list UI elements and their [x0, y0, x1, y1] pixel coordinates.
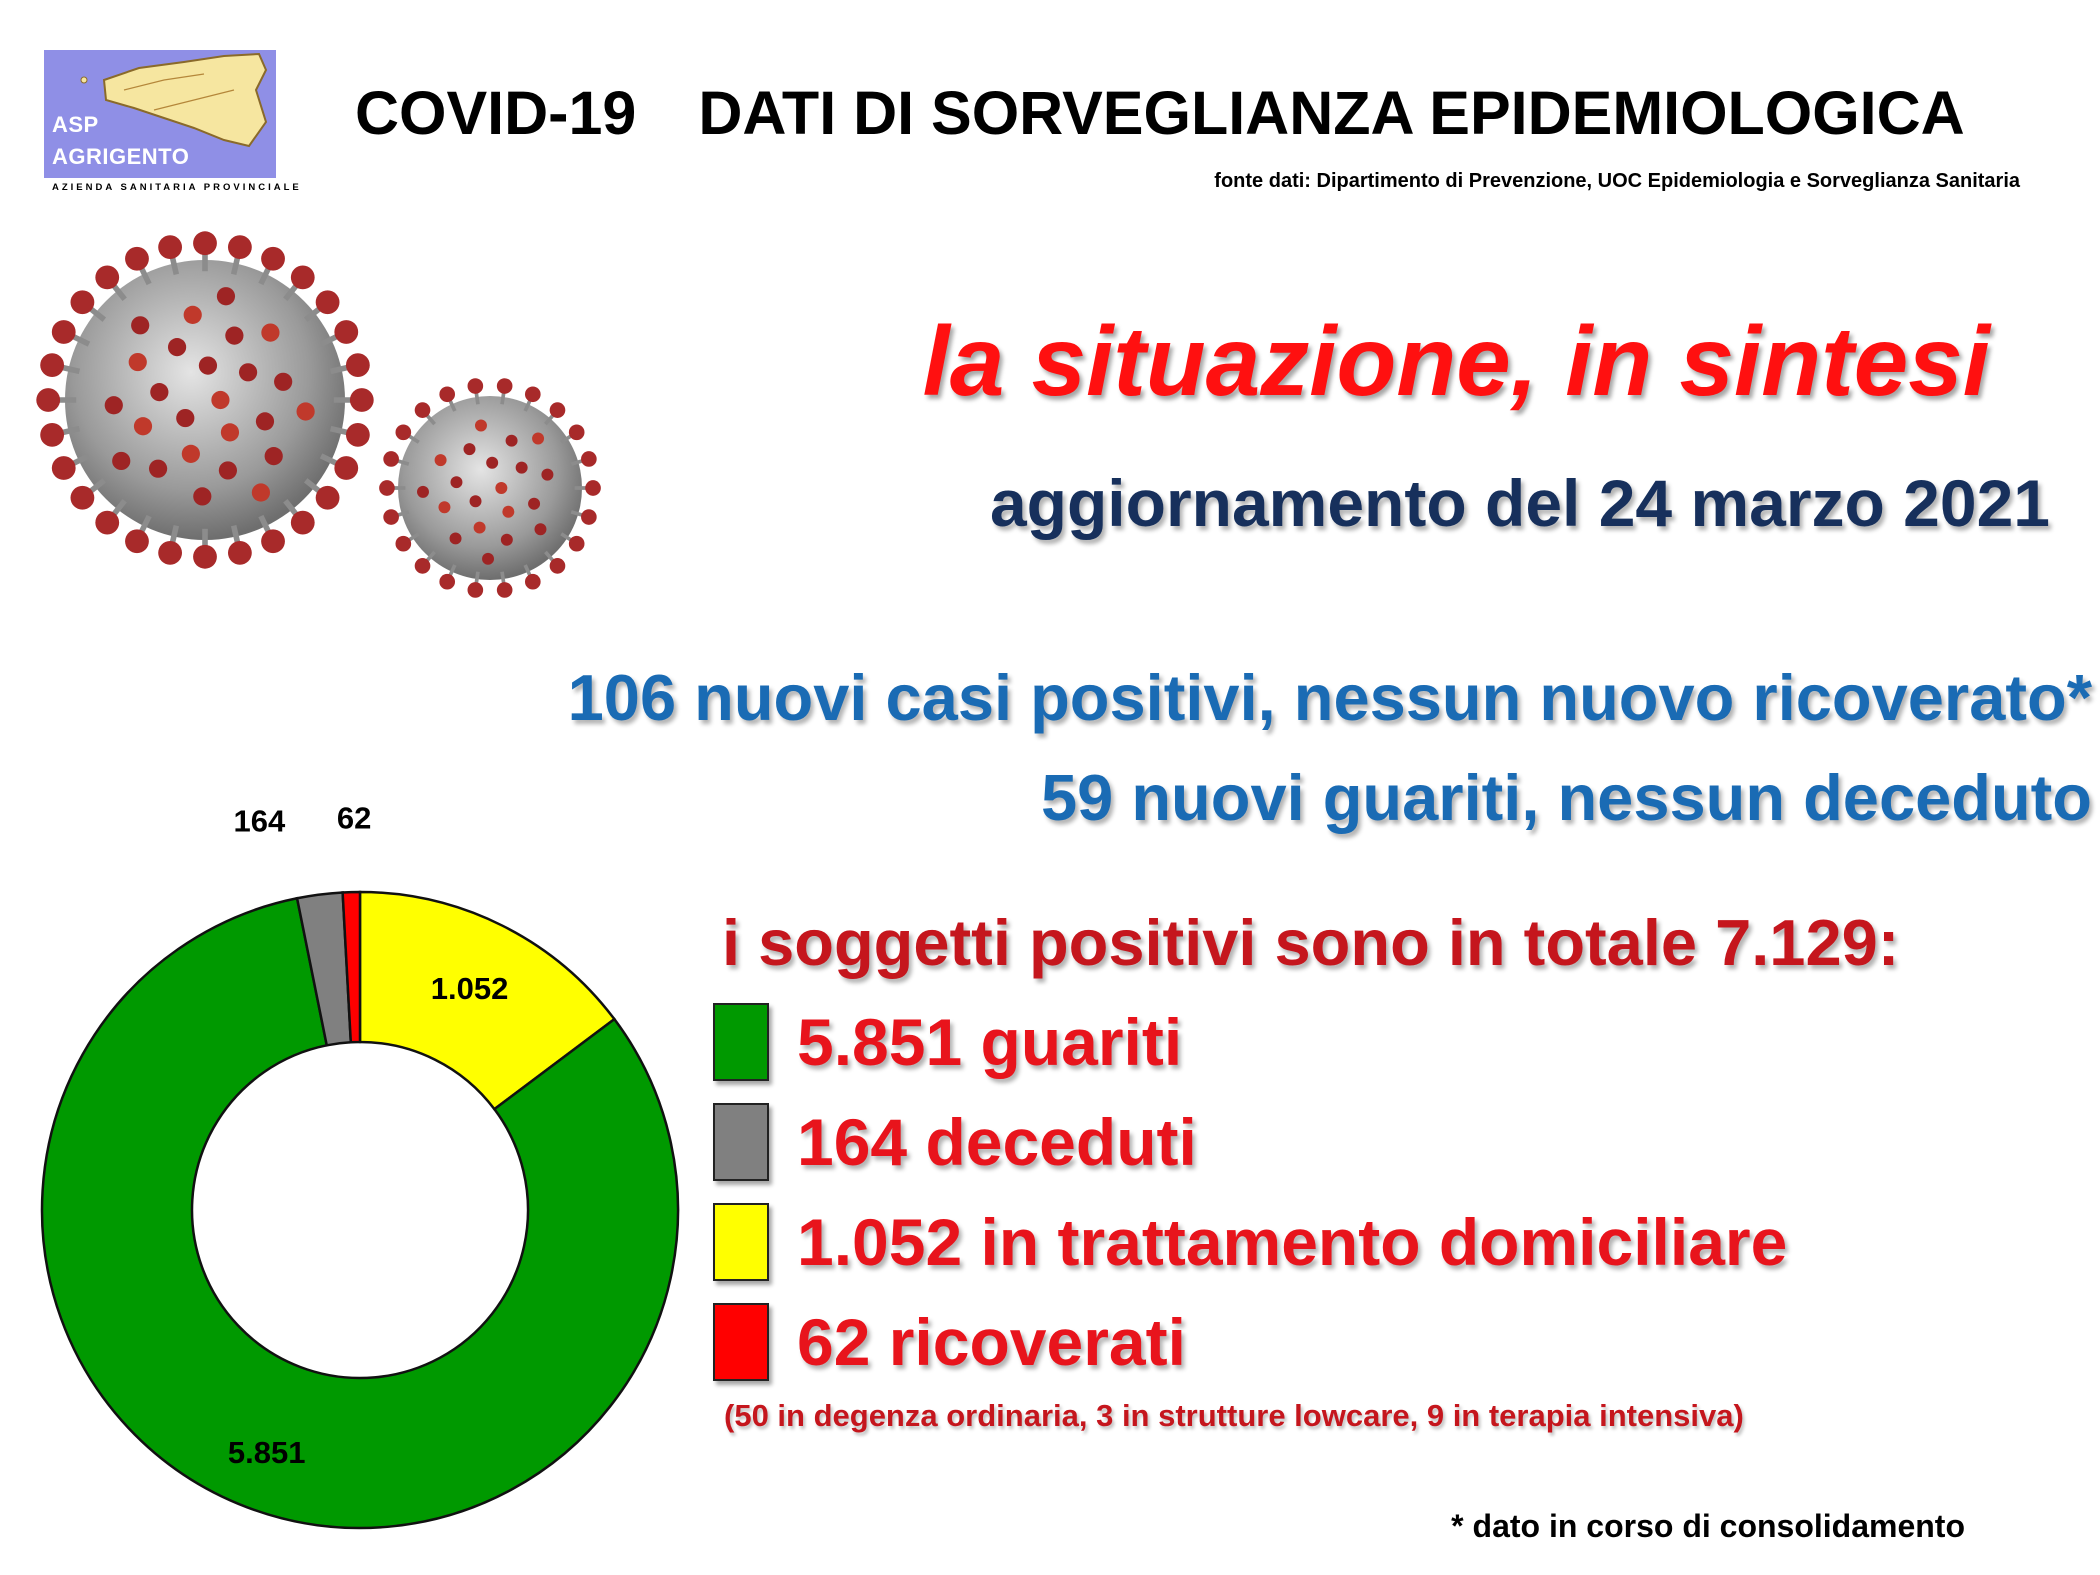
legend-swatch	[713, 1003, 769, 1081]
logo-line-agrigento: AGRIGENTO	[52, 144, 190, 169]
legend-item-home-treatment	[713, 1200, 1787, 1284]
legend-label: 1.052 in trattamento domiciliare	[797, 1205, 1788, 1279]
summary-title: la situazione, in sintesi	[922, 306, 1990, 416]
coronavirus-illustration	[30, 220, 620, 610]
logo-subtitle: AZIENDA SANITARIA PROVINCIALE	[52, 182, 302, 193]
coronavirus-small-icon	[379, 378, 601, 598]
legend-item-hospitalized	[713, 1300, 1186, 1384]
title-covid: COVID-19	[355, 79, 637, 147]
legend-item-recovered	[713, 1000, 1182, 1084]
coronavirus-large-icon	[36, 231, 373, 568]
headline-new-cases: 106 nuovi casi positivi, nessun nuovo ricoverato*	[567, 661, 2092, 734]
legend-swatch	[713, 1303, 769, 1381]
logo-line-asp: ASP	[52, 112, 99, 137]
donut-slice-label: 5.851	[227, 1435, 306, 1471]
legend-label: 62 ricoverati	[797, 1305, 1186, 1379]
legend-swatch	[713, 1203, 769, 1281]
donut-chart	[30, 800, 690, 1540]
asp-logo	[44, 50, 302, 193]
page-title	[355, 78, 1965, 148]
headline-new-recovered: 59 nuovi guariti, nessun deceduto	[1040, 761, 2092, 834]
update-date: aggiornamento del 24 marzo 2021	[989, 466, 2050, 540]
donut-slice-label: 1.052	[430, 971, 509, 1007]
legend-item-deceased	[713, 1100, 1197, 1184]
total-positive: i soggetti positivi sono in totale 7.129:	[722, 906, 1900, 979]
footnote: * dato in corso di consolidamento	[1451, 1508, 1965, 1544]
legend-label: 5.851 guariti	[797, 1005, 1183, 1079]
donut-slice-label: 62	[336, 800, 372, 836]
legend-swatch	[713, 1103, 769, 1181]
donut-slice-label: 164	[233, 803, 286, 839]
hospitalized-breakdown-note: (50 in degenza ordinaria, 3 in strutture lowcare, 9 in terapia intensiva)	[724, 1398, 1744, 1433]
legend-label: 164 deceduti	[797, 1105, 1197, 1179]
title-surveillance: DATI DI SORVEGLIANZA EPIDEMIOLOGICA	[698, 79, 1965, 147]
data-source: fonte dati: Dipartimento di Prevenzione, UOC Epidemiologia e Sorveglianza Sanitaria	[1214, 170, 2020, 192]
